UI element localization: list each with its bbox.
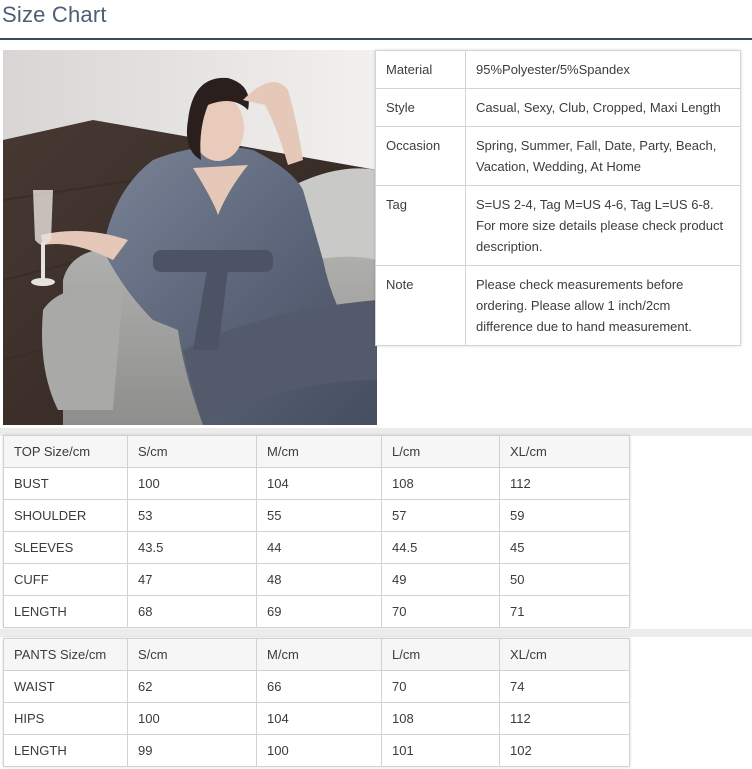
- row-label: BUST: [4, 468, 128, 500]
- info-row-tag: [376, 186, 741, 266]
- table-cell: 100: [128, 703, 257, 735]
- product-info-table: [375, 50, 741, 346]
- header-cell: XL/cm: [500, 436, 630, 468]
- info-key: Tag: [376, 186, 466, 266]
- table-header-row: [4, 436, 630, 468]
- row-label: WAIST: [4, 671, 128, 703]
- table-cell: 70: [382, 596, 500, 628]
- table-row: [4, 735, 630, 767]
- info-row-material: [376, 51, 741, 89]
- header-cell: TOP Size/cm: [4, 436, 128, 468]
- table-cell: 112: [500, 468, 630, 500]
- info-key: Occasion: [376, 127, 466, 186]
- header-cell: M/cm: [257, 436, 382, 468]
- info-value: Please check measurements before ordering. Please allow 1 inch/2cm difference due to hand measurement.: [466, 266, 741, 346]
- table-header-row: [4, 639, 630, 671]
- top-size-table: [3, 435, 630, 628]
- table-cell: 74: [500, 671, 630, 703]
- table-cell: 104: [257, 468, 382, 500]
- product-photo-illustration: [3, 50, 377, 425]
- table-cell: 57: [382, 500, 500, 532]
- table-cell: 108: [382, 703, 500, 735]
- table-cell: 59: [500, 500, 630, 532]
- header-cell: L/cm: [382, 436, 500, 468]
- table-cell: 68: [128, 596, 257, 628]
- header-cell: PANTS Size/cm: [4, 639, 128, 671]
- table-cell: 100: [257, 735, 382, 767]
- table-cell: 69: [257, 596, 382, 628]
- table-cell: 101: [382, 735, 500, 767]
- info-value: Spring, Summer, Fall, Date, Party, Beach, Vacation, Wedding, At Home: [466, 127, 741, 186]
- pants-size-table: [3, 638, 630, 767]
- table-cell: 102: [500, 735, 630, 767]
- row-label: SLEEVES: [4, 532, 128, 564]
- header-cell: S/cm: [128, 639, 257, 671]
- row-label: HIPS: [4, 703, 128, 735]
- table-cell: 44.5: [382, 532, 500, 564]
- page-title: Size Chart: [2, 2, 107, 27]
- info-key: Note: [376, 266, 466, 346]
- product-photo: [3, 50, 377, 425]
- table-cell: 108: [382, 468, 500, 500]
- row-label: CUFF: [4, 564, 128, 596]
- section-divider: [0, 629, 752, 637]
- table-row: [4, 671, 630, 703]
- table-row: [4, 468, 630, 500]
- table-row: [4, 596, 630, 628]
- row-label: LENGTH: [4, 735, 128, 767]
- info-row-style: [376, 89, 741, 127]
- info-value: 95%Polyester/5%Spandex: [466, 51, 741, 89]
- table-cell: 55: [257, 500, 382, 532]
- table-row: [4, 532, 630, 564]
- title-divider: [0, 38, 752, 40]
- info-key: Material: [376, 51, 466, 89]
- row-label: LENGTH: [4, 596, 128, 628]
- info-value: Casual, Sexy, Club, Cropped, Maxi Length: [466, 89, 741, 127]
- table-cell: 43.5: [128, 532, 257, 564]
- info-row-occasion: [376, 127, 741, 186]
- table-cell: 104: [257, 703, 382, 735]
- table-cell: 66: [257, 671, 382, 703]
- table-cell: 45: [500, 532, 630, 564]
- table-cell: 112: [500, 703, 630, 735]
- info-value: S=US 2-4, Tag M=US 4-6, Tag L=US 6-8. For more size details please check product description.: [466, 186, 741, 266]
- info-row-note: [376, 266, 741, 346]
- table-row: [4, 500, 630, 532]
- header-cell: M/cm: [257, 639, 382, 671]
- table-cell: 62: [128, 671, 257, 703]
- table-cell: 50: [500, 564, 630, 596]
- header-cell: XL/cm: [500, 639, 630, 671]
- table-cell: 70: [382, 671, 500, 703]
- table-cell: 99: [128, 735, 257, 767]
- table-cell: 71: [500, 596, 630, 628]
- table-cell: 49: [382, 564, 500, 596]
- row-label: SHOULDER: [4, 500, 128, 532]
- table-cell: 44: [257, 532, 382, 564]
- table-row: [4, 703, 630, 735]
- table-cell: 48: [257, 564, 382, 596]
- table-row: [4, 564, 630, 596]
- header-cell: L/cm: [382, 639, 500, 671]
- table-cell: 53: [128, 500, 257, 532]
- table-cell: 47: [128, 564, 257, 596]
- header-cell: S/cm: [128, 436, 257, 468]
- table-cell: 100: [128, 468, 257, 500]
- info-key: Style: [376, 89, 466, 127]
